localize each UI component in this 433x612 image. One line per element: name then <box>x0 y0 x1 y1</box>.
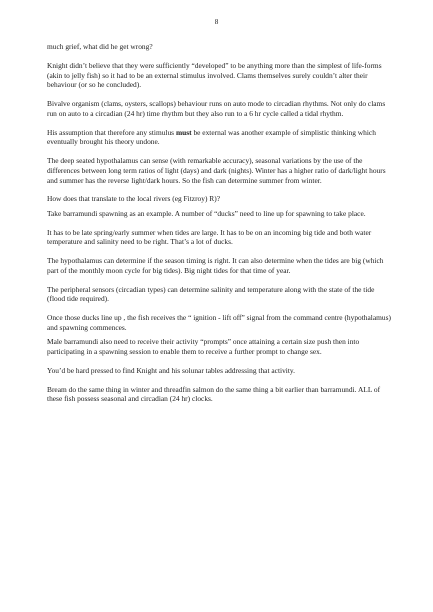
paragraph-4 <box>47 128 392 147</box>
paragraph-9: The hypothalamus can determine if the season timing is right. It can also determine when the tides are big (which part of the monthly moon cycle for big tides). Big night tides for that time of year. <box>47 256 384 275</box>
paragraph-8: It has to be late spring/early summer when tides are large. It has to be on an incoming big tide and both water temperature and salinity need to be right. That’s a lot of ducks. <box>47 227 372 247</box>
paragraph-5: The deep seated hypothalamus can sense (with remarkable accuracy), seasonal variations by the use of the differences between long term ratios of light (days) and dark (nights). Winter has a higher ratio of dark/light hours and summer has the reverse light/dark hours. So the fish can determine summer from winter. <box>47 156 386 185</box>
paragraph-2: Knight didn’t believe that they were sufficiently “developed” to be anything more than the simplest of life-forms (akin to jelly fish) so it had to be an external stimulus involved. Clams themselves surely couldn’t alter their behaviour (or so he concluded). <box>47 60 382 90</box>
paragraph-1: much grief, what did he get wrong? <box>47 42 153 51</box>
paragraph-10: The peripheral sensors (circadian types) can determine salinity and temperature along with the state of the tide (flood tide required). <box>47 284 375 304</box>
paragraph-11: Once those ducks line up , the fish receives the “ ignition - lift off” signal from the command centre (hypothalamus) and spawning commences. <box>47 313 391 332</box>
paragraph-13: You’d be hard pressed to find Knight and his solunar tables addressing that activity. <box>47 365 295 375</box>
paragraph-7: Take barramundi spawning as an example. A number of “ducks” need to line up for spawning to take place. <box>47 208 366 218</box>
paragraph-12: Male barramundi also need to receive their activity “prompts” once attaining a certain size push then into participating in a spawning session to enable them to receive a further prompt to change sex. <box>47 337 360 356</box>
paragraph-14: Bream do the same thing in winter and threadfin salmon do the same thing a bit earlier than barramundi. ALL of these fish possess seasonal and circadian (24 hr) clocks. <box>47 384 381 404</box>
paragraph-4-emphasis: must <box>175 127 192 137</box>
paragraph-4-after: be external was another example of simplistic thinking which eventually brought his theory undone. <box>47 127 376 147</box>
paragraph-6: How does that translate to the local rivers (eg Fitzroy) R)? <box>47 194 220 204</box>
document-body <box>47 42 392 413</box>
paragraph-3: Bivalve organism (clams, oysters, scallops) behaviour runs on auto mode to circadian rhythms. Not only do clams run on auto to a circadian (24 hr) time rhythm but they also run to a 6 hr cycle called a tidal rhythm. <box>47 99 386 118</box>
paragraph-4-before: His assumption that therefore any stimulus <box>47 127 176 137</box>
page-number: 8 <box>214 18 219 26</box>
